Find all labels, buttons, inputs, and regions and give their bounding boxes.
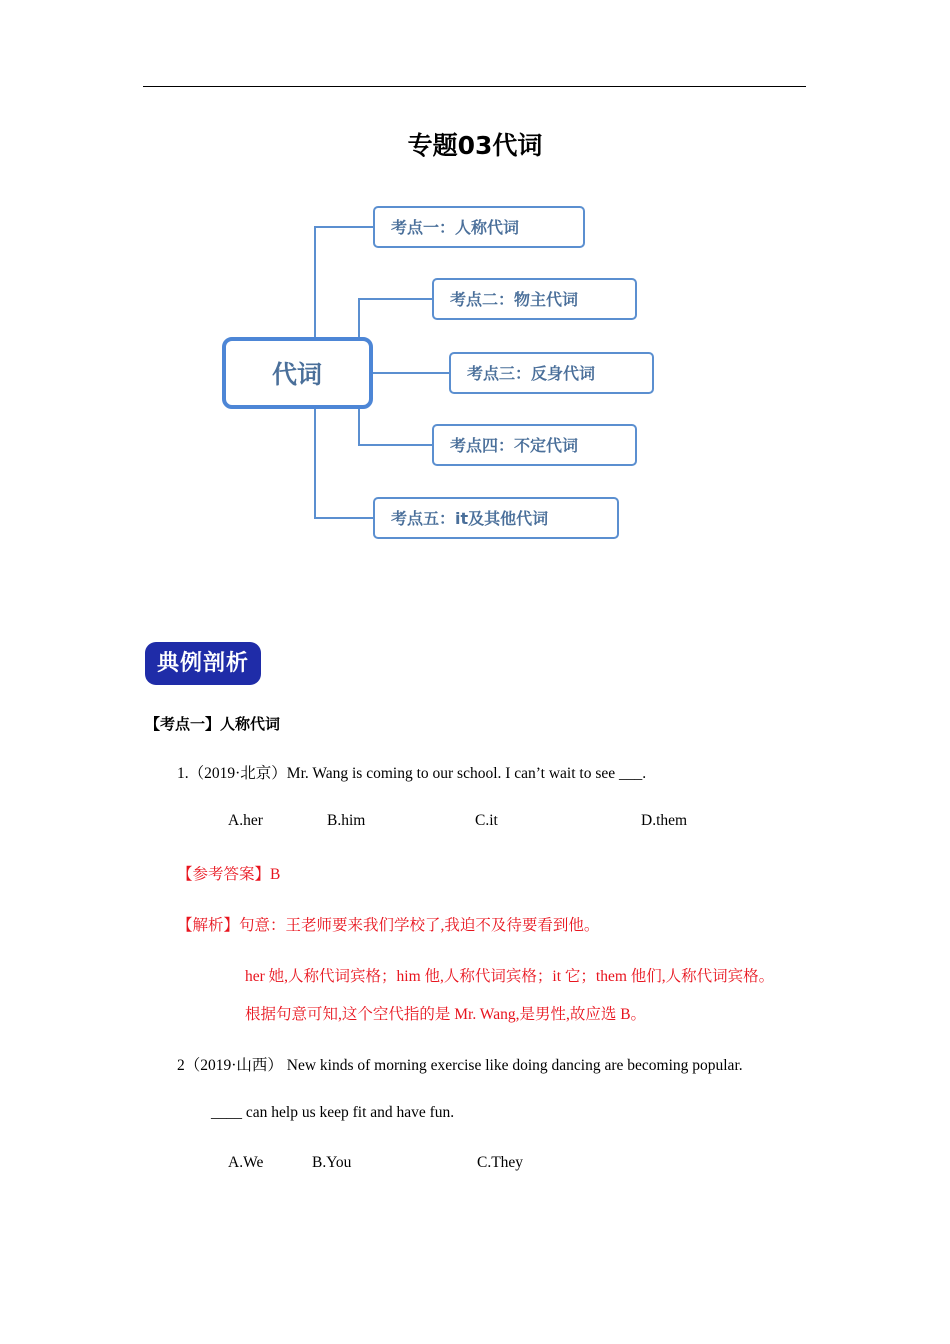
q1-analysis: 【解析】句意：王老师要来我们学校了,我迫不及待要看到他。 <box>177 917 600 934</box>
mindmap-node-3 <box>450 353 653 393</box>
mindmap-node-1 <box>374 207 584 247</box>
mindmap-node-label: 考点一：人称代词 <box>391 218 520 237</box>
center-node-label: 代词 <box>271 360 323 389</box>
mindmap-node-label: 考点三：反身代词 <box>467 364 596 383</box>
q2-option-b: B.You <box>312 1154 352 1171</box>
q2-option-a: A.We <box>228 1154 264 1171</box>
q1-option-d: D.them <box>641 812 688 829</box>
question-2-stem-line2: ____ can help us keep fit and have fun. <box>211 1104 455 1121</box>
question-2-stem: 2（2019·山西） New kinds of morning exercise like doing dancing are becoming popular. <box>177 1057 743 1074</box>
q1-option-b: B.him <box>327 812 366 829</box>
mindmap-node-4 <box>433 425 636 465</box>
page-title: 专题03代词 <box>407 131 543 160</box>
mindmap-node-2 <box>433 279 636 319</box>
section-badge: 典例剖析 <box>145 642 261 685</box>
mindmap-node-5 <box>374 498 618 538</box>
q1-option-c: C.it <box>475 812 498 829</box>
q1-option-a: A.her <box>228 812 263 829</box>
topic-heading: 【考点一】人称代词 <box>145 715 281 733</box>
mind-map <box>0 0 950 600</box>
question-1-stem: 1.（2019·北京）Mr. Wang is coming to our school. I can’t wait to see ___. <box>177 765 647 782</box>
q1-analysis-line3: 根据句意可知,这个空代指的是 Mr. Wang,是男性,故应选 B。 <box>245 1006 647 1023</box>
mindmap-node-label: 考点二：物主代词 <box>450 290 579 309</box>
q1-answer: 【参考答案】B <box>177 866 281 883</box>
mindmap-node-label: 考点四：不定代词 <box>450 436 579 455</box>
center-node <box>224 339 371 407</box>
q1-analysis-line2: her 她,人称代词宾格；him 他,人称代词宾格；it 它；them 他们,人称代词宾格。 <box>245 968 775 985</box>
mindmap-node-label: 考点五：it及其他代词 <box>391 509 549 528</box>
q2-option-c: C.They <box>477 1154 524 1171</box>
